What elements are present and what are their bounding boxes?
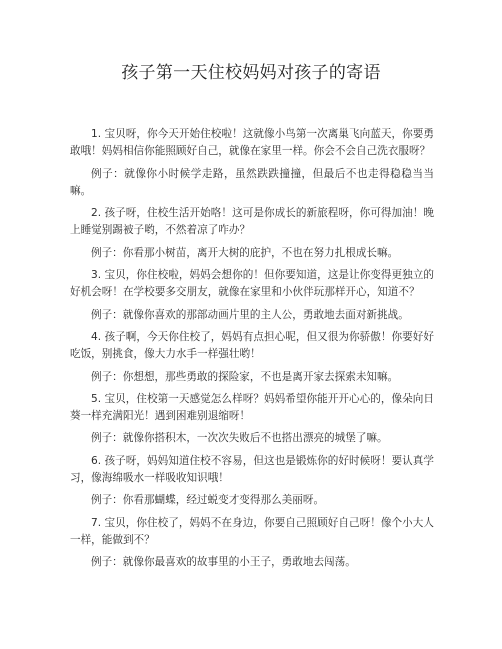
example-1: 例子：就像你小时候学走路，虽然跌跌撞撞，但最后不也走得稳稳当当嘛。 <box>70 167 434 197</box>
paragraph-4: 4. 孩子啊，今天你住校了，妈妈有点担心呢，但又很为你骄傲！你要好好吃饭，别挑食，像大力水手一样强壮哟！ <box>70 330 434 361</box>
document-body <box>70 126 434 577</box>
paragraph-1: 1. 宝贝呀，你今天开始住校啦！这就像小鸟第一次离巢飞向蓝天，你要勇敢哦！妈妈相信你能照顾好自己，就像在家里一样。你会不会自己洗衣服呀？ <box>70 128 434 158</box>
paragraph-7: 7. 宝贝，你住校了，妈妈不在身边，你要自己照顾好自己呀！像个小大人一样，能做到不？ <box>70 516 434 546</box>
example-7: 例子：就像你最喜欢的故事里的小王子，勇敢地去闯荡。 <box>91 556 356 569</box>
paragraph-3: 3. 宝贝，你住校啦，妈妈会想你的！但你要知道，这是让你变得更独立的好机会呀！在学校要多交朋友，就像在家里和小伙伴玩那样开心，知道不？ <box>70 269 434 299</box>
example-3: 例子：就像你喜欢的那部动画片里的主人公，勇敢地去面对新挑战。 <box>91 308 409 321</box>
example-5: 例子：就像你搭积木，一次次失败后不也搭出漂亮的城堡了嘛。 <box>91 432 388 445</box>
document-title: 孩子第一天住校妈妈对孩子的寄语 <box>121 63 381 83</box>
paragraph-5: 5. 宝贝，住校第一天感觉怎么样呀？妈妈希望你能开开心心的，像朵向日葵一样充满阳光！遇到困难别退缩呀！ <box>70 392 434 423</box>
example-6: 例子：你看那蝴蝶，经过蜕变才变得那么美丽呀。 <box>91 494 325 507</box>
example-4: 例子：你想想，那些勇敢的探险家，不也是离开家去探索未知嘛。 <box>91 370 399 383</box>
paragraph-6: 6. 孩子呀，妈妈知道住校不容易，但这也是锻炼你的好时候呀！要认真学习，像海绵吸水一样吸收知识哦！ <box>70 454 434 485</box>
example-2: 例子：你看那小树苗，离开大树的庇护，不也在努力扎根成长嘛。 <box>91 246 399 259</box>
paragraph-2: 2. 孩子呀，住校生活开始咯！这可是你成长的新旅程呀，你可得加油！晚上睡觉别踢被子哟，不然着凉了咋办？ <box>70 207 434 237</box>
